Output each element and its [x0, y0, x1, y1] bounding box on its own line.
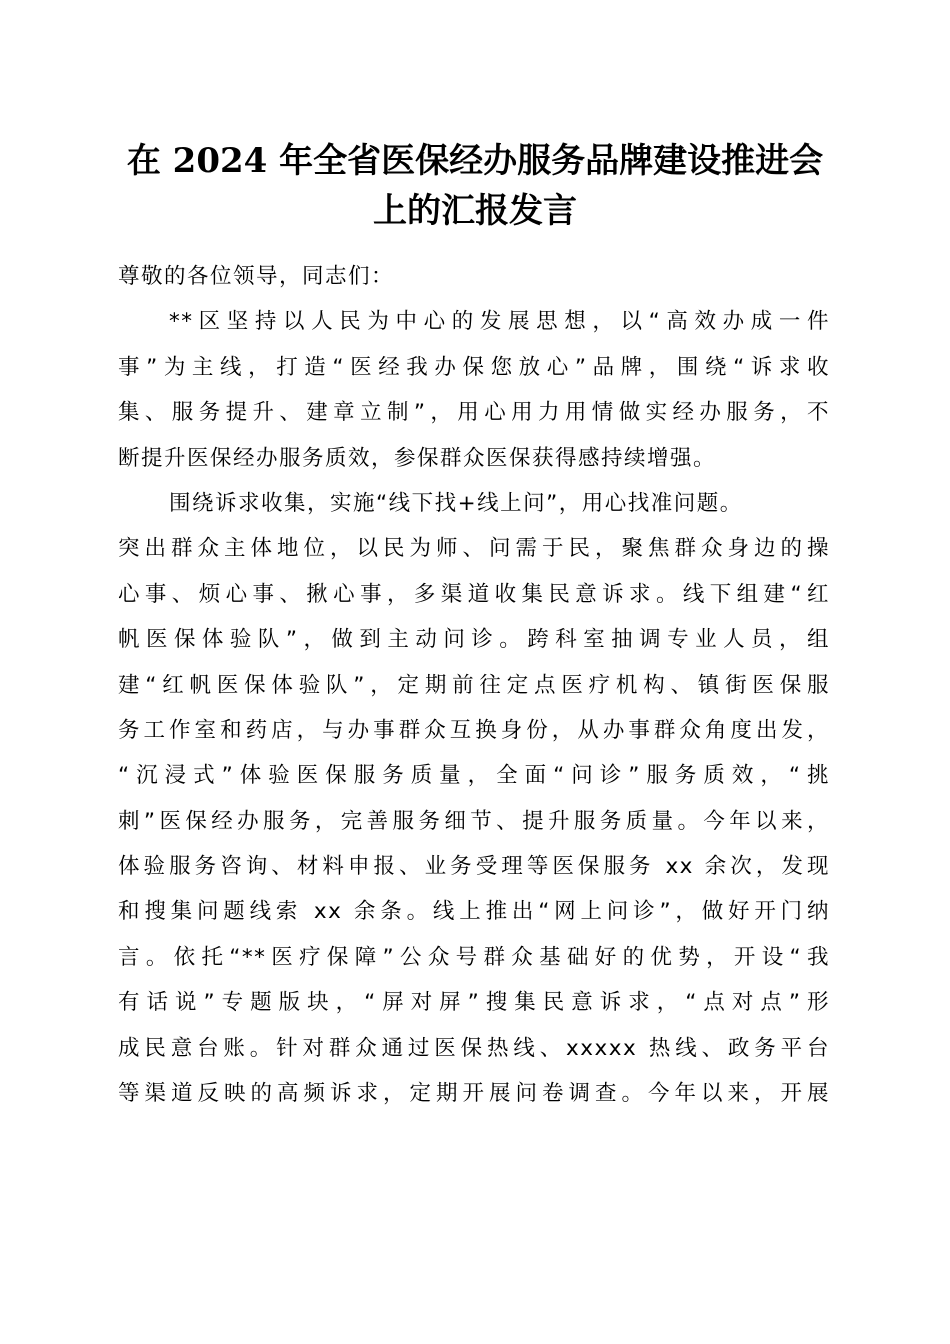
paragraph-2-line-4: 帆医保体验队”，做到主动问诊。跨科室抽调专业人员，组: [118, 627, 830, 653]
paragraph-2-line-14: 等渠道反映的高频诉求，定期开展问卷调查。今年以来，开展: [118, 1081, 830, 1107]
paragraph-1-line-4: 断提升医保经办服务质效，参保群众医保获得感持续增强。: [118, 445, 717, 471]
paragraph-2-line-10: 和搜集问题线索 xx 余条。线上推出“网上问诊”，做好开门纳: [118, 899, 830, 925]
paragraph-2-line-8: 刺”医保经办服务，完善服务细节、提升服务质量。今年以来，: [118, 808, 830, 834]
paragraph-2-line-9: 体验服务咨询、材料申报、业务受理等医保服务 xx 余次，发现: [118, 854, 830, 880]
title-line-2: 上的汇报发言: [373, 191, 577, 231]
paragraph-1-line-1: **区坚持以人民为中心的发展思想，以“高效办成一件: [169, 309, 830, 335]
paragraph-2-line-13: 成民意台账。针对群众通过医保热线、xxxxx 热线、政务平台: [118, 1035, 830, 1061]
paragraph-2-line-3: 心事、烦心事、揪心事，多渠道收集民意诉求。线下组建“红: [118, 581, 830, 607]
paragraph-2-line-7: “沉浸式”体验医保服务质量，全面“问诊”服务质效，“挑: [118, 763, 830, 789]
paragraph-2-line-2: 突出群众主体地位，以民为师、问需于民，聚焦群众身边的操: [118, 536, 830, 562]
paragraph-2-line-12: 有话说”专题版块，“屏对屏”搜集民意诉求，“点对点”形: [118, 990, 830, 1016]
paragraph-1-line-2: 事”为主线，打造“医经我办保您放心”品牌，围绕“诉求收: [118, 354, 830, 380]
paragraph-1-line-3: 集、服务提升、建章立制”，用心用力用情做实经办服务，不: [118, 400, 830, 426]
paragraph-2-line-11: 言。依托“**医疗保障”公众号群众基础好的优势，开设“我: [118, 944, 830, 970]
document-body: [118, 254, 830, 1116]
title-line-1: 在 2024 年全省医保经办服务品牌建设推进会: [126, 141, 824, 181]
paragraph-2-line-5: 建“红帆医保体验队”，定期前往定点医疗机构、镇街医保服: [118, 672, 830, 698]
paragraph-2-line-1: 围绕诉求收集，实施“线下找+线上问”，用心找准问题。: [169, 490, 743, 516]
salutation: 尊敬的各位领导，同志们：: [118, 264, 395, 289]
document-title: [100, 136, 850, 236]
paragraph-2-line-6: 务工作室和药店，与办事群众互换身份，从办事群众角度出发，: [118, 717, 830, 743]
